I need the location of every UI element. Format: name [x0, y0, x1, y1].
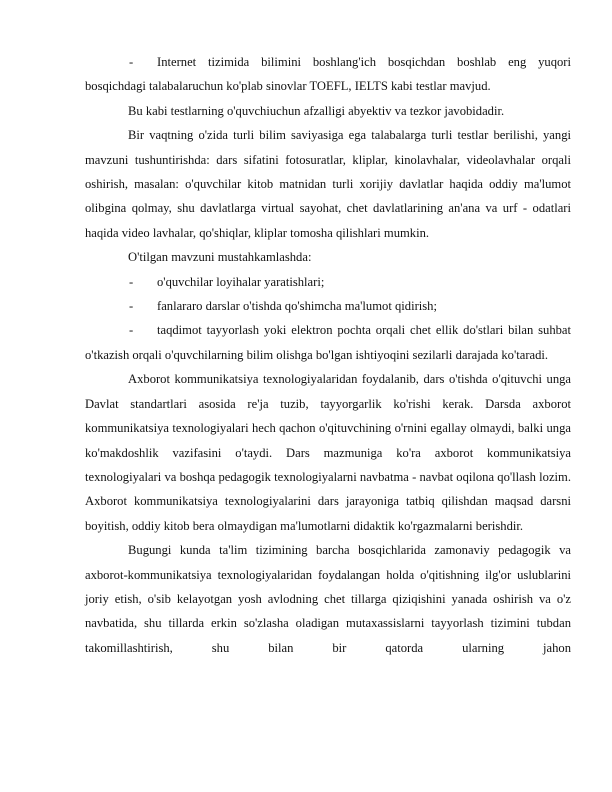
bullet-paragraph-internet-tests	[85, 50, 571, 99]
paragraph-tests-advantage: Bu kabi testlarning o'quvchiuchun afzalligi abyektiv va tezkor javobidadir.	[128, 103, 505, 118]
paragraph-reinforcement-heading: O'tilgan mavzuni mustahkamlashda:	[128, 250, 312, 265]
paragraph-modern-pedagogy: Bugungi kunda ta'lim tizimining barcha bosqichlarida zamonaviy pedagogik va axborot-kommunikatsiya texnologiyalaridan foydalangan holda o'qitishning ilg'or uslublarini joriy etish, o'sib kelayotgan yosh avlodning chet tillarga qiziqishini yanada oshirish va o'z navbatida, shu tillarda erkin so'zlasha oladigan mutaxassislarni tayyorlash tizimini tubdan takomillashtirish, shu bilan bir qatorda ularning jahon	[85, 543, 571, 655]
paragraph-text: taqdimot tayyorlash yoki elektron pochta orqali chet ellik do'stlari bilan suhbat o'tkazish orqali o'quvchilarning bilim olishga bo'lgan ishtiyoqini sezilarli darajada ko'taradi.	[85, 323, 571, 362]
bullet-paragraph-interdisciplinary	[85, 294, 571, 318]
bullet-paragraph-projects	[85, 270, 571, 294]
bullet-dash: -	[129, 274, 134, 289]
bullet-paragraph-presentation	[85, 318, 571, 367]
paragraph-text: fanlararo darslar o'tishda qo'shimcha ma'lumot qidirish;	[157, 299, 437, 314]
paragraph-text: Internet tizimida bilimini boshlang'ich bosqichdan boshlab eng yuqori bosqichdagi talabalaruchun ko'plab sinovlar TOEFL, IELTS kabi testlar mavjud.	[85, 55, 571, 94]
bullet-dash: -	[129, 323, 134, 338]
paragraph-text: o'quvchilar loyihalar yaratishlari;	[157, 274, 325, 289]
bullet-dash: -	[129, 299, 134, 314]
paragraph-ict-usage: Axborot kommunikatsiya texnologiyalaridan foydalanib, dars o'tishda o'qituvchi unga Davlat standartlari asosida re'ja tuzib, tayyorgarlik ko'rishi kerak. Darsda axborot kommunikatsiya texnologiyalari hech qachon o'qituvchining o'rnini egallay olmaydi, balki unga ko'makdoshlik vazifasini o'taydi. Dars mazmuniga ko'ra axborot kommunikatsiya texnologiyalari va boshqa pedagogik texnologiyalarni navbatma - navbat oqilona qo'llash lozim. Axborot kommunikatsiya texnologiyalarini dars jarayoniga tatbiq qilishdan maqsad darsni boyitish, oddiy kitob bera olmaydigan ma'lumotlarni didaktik ko'rgazmalarni berishdir.	[85, 372, 571, 533]
bullet-dash: -	[129, 55, 134, 69]
paragraph-different-levels: Bir vaqtning o'zida turli bilim saviyasiga ega talabalarga turli testlar berilishi, yangi mavzuni tushuntirishda: dars sifatini fotosuratlar, kliplar, kinolavhalar, videolavhalar orqali oshirish, masalan: o'quvchilar kitob matnidan turli xorijiy davlatlar haqida oddiy ma'lumot olibgina qolmay, shu davlatlarga virtual sayohat, chet davlatlarining an'ana va urf - odatlari haqida video lavhalar, qo'shiqlar, kliplar tomosha qilishlari mumkin.	[85, 128, 571, 240]
document-page	[85, 50, 571, 660]
